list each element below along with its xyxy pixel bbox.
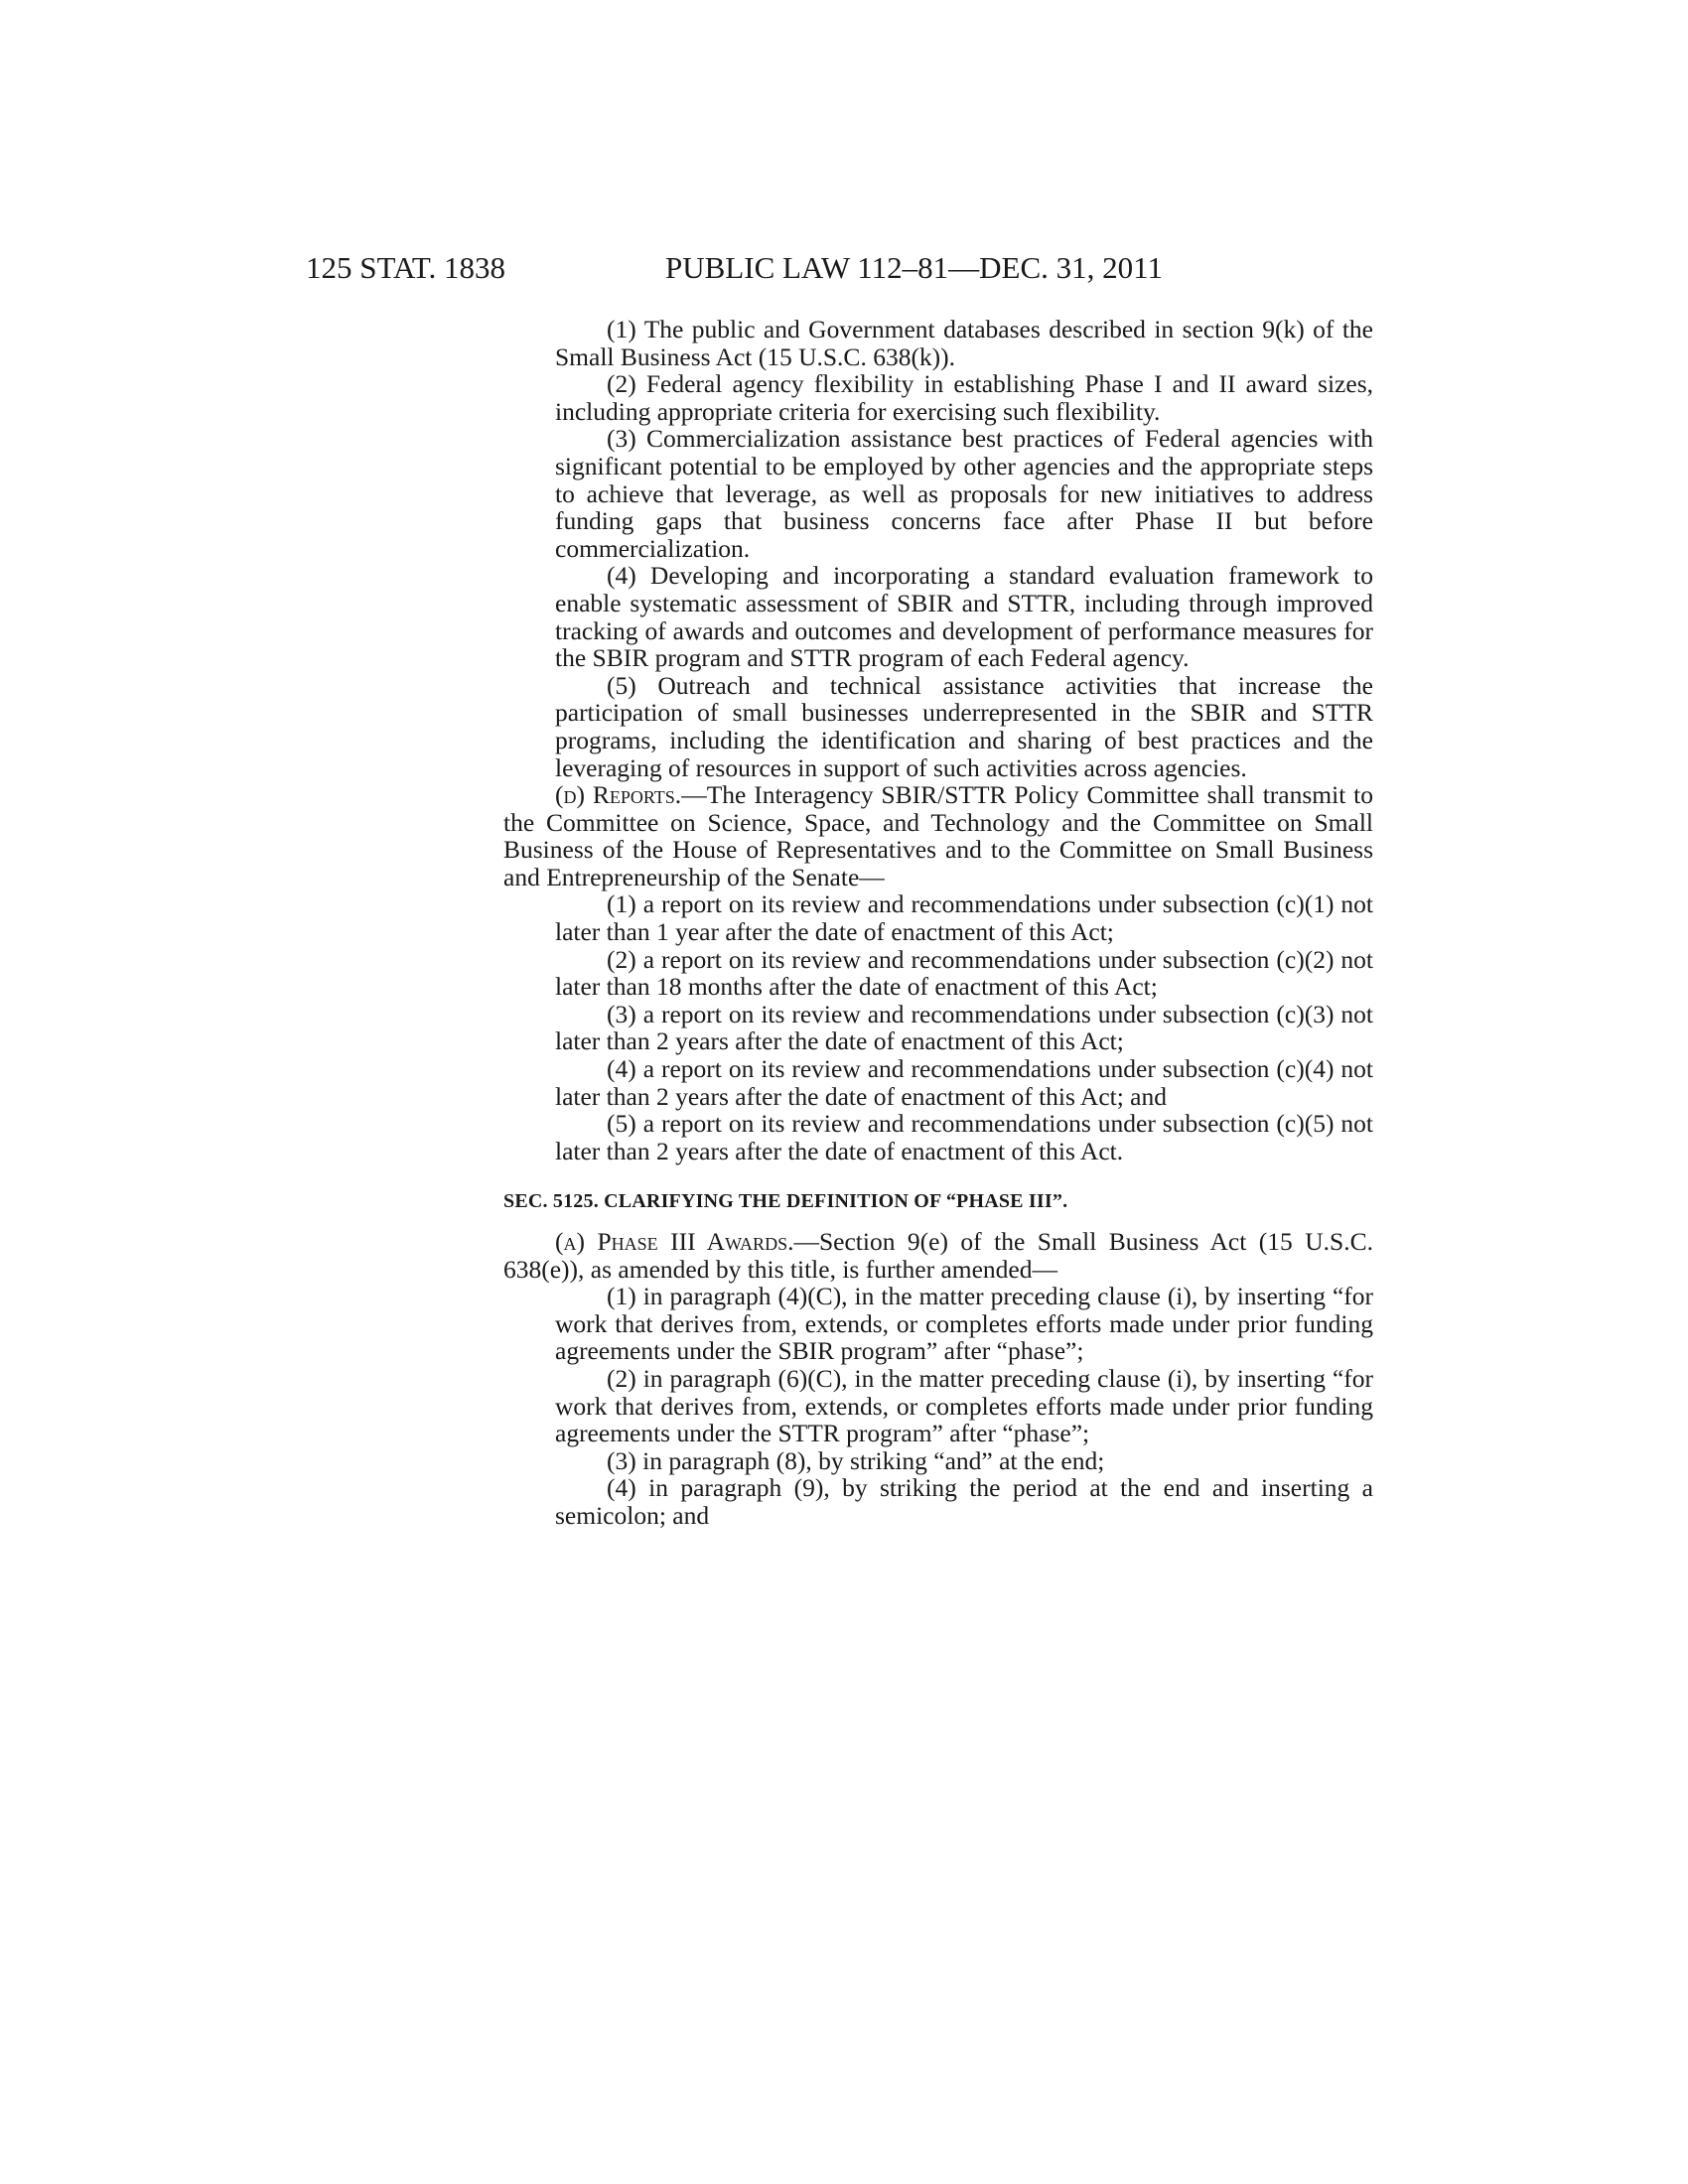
report-item-1: (1) a report on its review and recommendations under subsection (c)(1) not later than 1 year after the date of enactment of this Act;: [555, 889, 1373, 947]
report-item-4: (4) a report on its review and recommendations under subsection (c)(4) not later than 2 years after the date of enactment of this Act; and: [555, 1054, 1373, 1111]
section-heading: SEC. 5125. CLARIFYING THE DEFINITION OF “PHASE III”.: [503, 1190, 1068, 1213]
phase-iii-label: (a) Phase III Awards.: [555, 1227, 794, 1256]
statute-page-number: 125 STAT. 1838: [306, 250, 506, 285]
public-law-title: PUBLIC LAW 112–81—DEC. 31, 2011: [665, 250, 1163, 285]
amendment-item-2: (2) in paragraph (6)(C), in the matter preceding clause (i), by inserting “for work that derives from, extends, or completes efforts made under prior funding agreements under the STTR program” after “phase”;: [555, 1363, 1373, 1448]
amendment-item-1: (1) in paragraph (4)(C), in the matter preceding clause (i), by inserting “for work that derives from, extends, or completes efforts made under prior funding agreements under the SBIR program” after “phase”;: [555, 1282, 1373, 1366]
paragraph-c3: (3) Commercialization assistance best practices of Federal agencies with significant potential to be employed by other agencies and the appropriate steps to achieve that leverage, as well as proposals for new initiatives to address funding gaps that business concerns face after Phase II but before commercialization.: [555, 424, 1373, 563]
page-header: [306, 250, 1370, 290]
document-body: [503, 316, 1373, 1530]
paragraph-c1: (1) The public and Government databases described in section 9(k) of the Small Business Act (15 U.S.C. 638(k)).: [555, 315, 1373, 371]
paragraph-c5: (5) Outreach and technical assistance activities that increase the participation of small businesses underrepresented in the SBIR and STTR programs, including the identification and sharing of best practices and the leveraging of resources in support of such activities across agencies.: [555, 670, 1373, 782]
phase-iii-subsection: [503, 1228, 1373, 1283]
phase-iii-text: —Section 9(e) of the Small Business Act (15 U.S.C. 638(e)), as amended by this title, is further amended—: [503, 1227, 1373, 1284]
report-item-5: (5) a report on its review and recommendations under subsection (c)(5) not later than 2 years after the date of enactment of this Act.: [555, 1109, 1373, 1165]
amendment-item-3: (3) in paragraph (8), by striking “and” at the end;: [607, 1445, 1105, 1475]
amendment-item-4: (4) in paragraph (9), by striking the period at the end and inserting a semicolon; and: [555, 1473, 1373, 1530]
report-item-2: (2) a report on its review and recommendations under subsection (c)(2) not later than 18 months after the date of enactment of this Act;: [555, 944, 1373, 1002]
report-item-3: (3) a report on its review and recommendations under subsection (c)(3) not later than 2 years after the date of enactment of this Act;: [555, 999, 1373, 1056]
reports-text: —The Interagency SBIR/STTR Policy Committee shall transmit to the Committee on Science, Space, and Technology and the Committee on Small Business of the House of Representatives and to the Committee on Small Business and Entrepreneurship of the Senate—: [503, 780, 1373, 891]
reports-label: (d) Reports.: [555, 780, 682, 810]
paragraph-c2: (2) Federal agency flexibility in establishing Phase I and II award sizes, including appropriate criteria for exercising such flexibility.: [555, 369, 1373, 426]
reports-subsection: [503, 781, 1373, 890]
paragraph-c4: (4) Developing and incorporating a standard evaluation framework to enable systematic assessment of SBIR and STTR, including through improved tracking of awards and outcomes and development of performance measures for the SBIR program and STTR program of each Federal agency.: [555, 561, 1373, 673]
